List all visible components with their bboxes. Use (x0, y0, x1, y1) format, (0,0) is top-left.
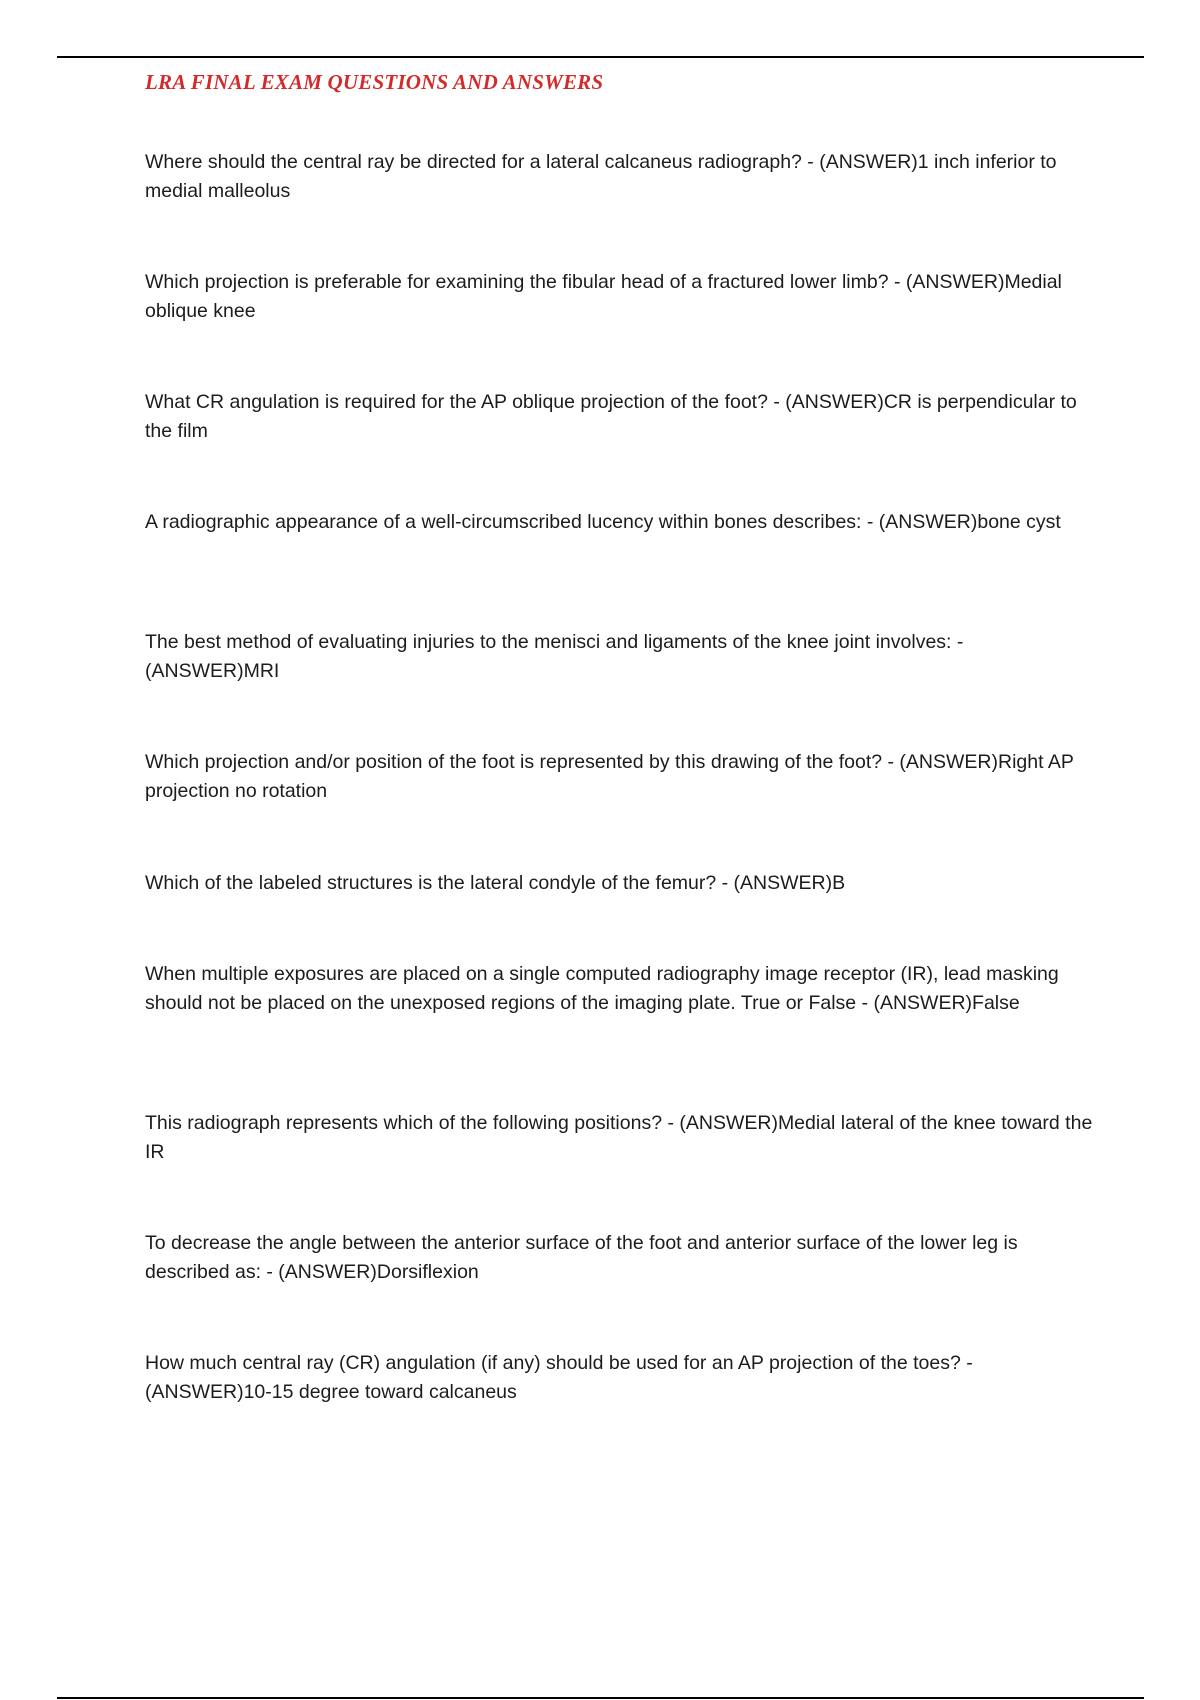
qa-item-9: This radiograph represents which of the following positions? - (ANSWER)Medial lateral of the knee toward the IR (145, 1112, 1093, 1163)
qa-item-3: What CR angulation is required for the AP oblique projection of the foot? - (ANSWER)CR is perpendicular to the film (145, 391, 1077, 442)
qa-item-7: Which of the labeled structures is the lateral condyle of the femur? - (ANSWER)B (145, 872, 846, 894)
bottom-rule (57, 1697, 1144, 1699)
qa-item-10: To decrease the angle between the anterior surface of the foot and anterior surface of the lower leg is described as: - (ANSWER)Dorsiflexion (145, 1232, 1018, 1283)
top-rule (57, 56, 1144, 58)
qa-item-8: When multiple exposures are placed on a single computed radiography image receptor (IR), lead masking should not be placed on the unexposed regions of the imaging plate. True or False - (ANSWER)False (145, 963, 1059, 1014)
qa-item-5: The best method of evaluating injuries to the menisci and ligaments of the knee joint involves: - (ANSWER)MRI (145, 631, 964, 682)
qa-item-1: Where should the central ray be directed for a lateral calcaneus radiograph? - (ANSWER)1 inch inferior to medial malleolus (145, 151, 1057, 202)
page-title: LRA FINAL EXAM QUESTIONS AND ANSWERS (145, 70, 604, 94)
qa-item-2: Which projection is preferable for examining the fibular head of a fractured lower limb? - (ANSWER)Medial oblique knee (145, 271, 1062, 322)
qa-item-11: How much central ray (CR) angulation (if any) should be used for an AP projection of the toes? - (ANSWER)10-15 degree toward calcaneus (145, 1352, 973, 1403)
qa-item-4: A radiographic appearance of a well-circumscribed lucency within bones describes: - (ANSWER)bone cyst (145, 511, 1061, 533)
qa-item-6: Which projection and/or position of the foot is represented by this drawing of the foot? - (ANSWER)Right AP projection no rotation (145, 751, 1074, 802)
